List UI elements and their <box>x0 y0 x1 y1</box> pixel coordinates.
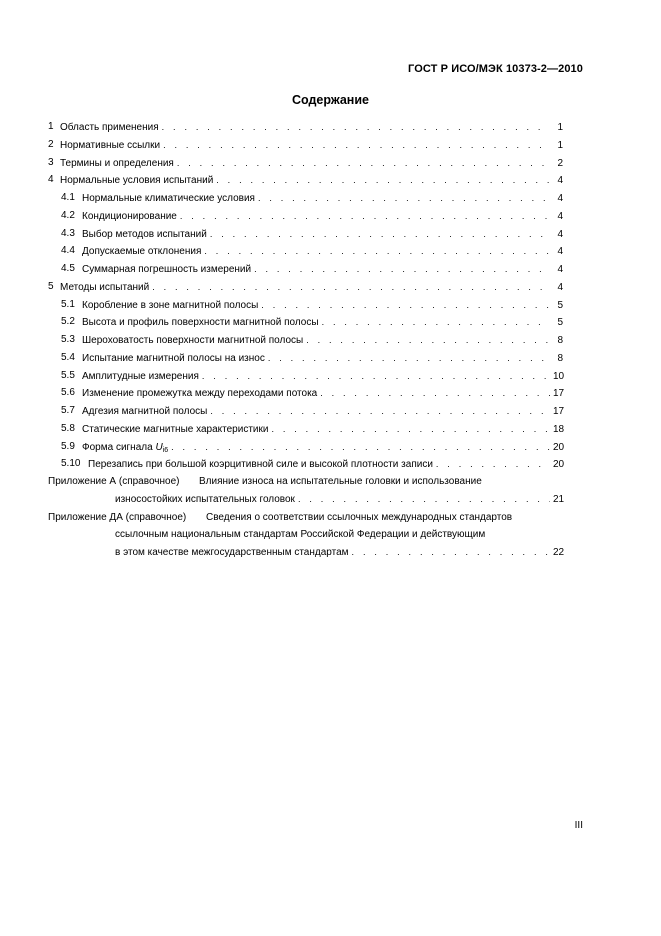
dot-leader <box>210 226 550 242</box>
toc-entry[interactable] <box>0 332 661 348</box>
toc-entry-title-text: Высота и профиль поверхности магнитной полосы <box>82 317 319 329</box>
toc-entry-number: 5.9 <box>61 440 75 452</box>
toc-entry-title-text: Нормативные ссылки <box>60 139 161 151</box>
toc-entry-number: 5.7 <box>61 405 75 416</box>
toc-entry[interactable] <box>0 172 661 188</box>
toc-entry-title-text: Нормальные условия испытаний <box>60 175 214 187</box>
dot-leader <box>254 261 550 277</box>
toc-entry-title-text: Суммарная погрешность измерений <box>82 264 252 275</box>
toc-entry-title <box>82 209 177 225</box>
dot-leader <box>436 456 550 472</box>
toc-entry-title-text: Адгезия магнитной полосы <box>82 406 208 417</box>
toc-entry-number: 4.2 <box>61 209 75 221</box>
toc-entry[interactable] <box>0 190 661 206</box>
dot-leader <box>268 350 550 366</box>
toc-entry[interactable] <box>0 279 661 295</box>
toc-entry[interactable] <box>0 385 661 401</box>
appendix-page: 22 <box>553 547 565 558</box>
toc-entry-number: 5 <box>48 280 54 292</box>
toc-entry-title <box>60 138 160 154</box>
toc-entry-title <box>82 386 317 402</box>
toc-entry-page: 17 <box>553 388 565 400</box>
page-title: Содержание <box>291 93 369 107</box>
toc-entry-page: 20 <box>553 441 565 453</box>
toc-entry-page: 8 <box>557 335 563 346</box>
toc-entry-page: 4 <box>557 246 563 258</box>
toc-entry-title <box>82 315 319 331</box>
toc-entry[interactable] <box>0 226 661 242</box>
dot-leader <box>271 421 550 437</box>
dot-leader <box>162 119 550 135</box>
dot-leader <box>204 243 550 259</box>
toc-entry-title-text: Выбор методов испытаний <box>82 228 207 240</box>
dot-leader <box>261 297 550 313</box>
toc-entry-title <box>82 244 201 260</box>
dot-leader <box>306 332 550 348</box>
toc-entry-title-text: Область применения <box>60 122 159 133</box>
dot-leader <box>320 385 550 401</box>
toc-entry-page: 4 <box>557 193 563 204</box>
toc-entry-page: 8 <box>557 352 563 364</box>
toc-entry-number: 4.4 <box>61 245 75 257</box>
appendix-da-title-line1: Сведения о соответствии ссылочных международных стандартов <box>206 512 513 523</box>
appendix-a-entry[interactable] <box>115 491 563 507</box>
toc-entry-page: 4 <box>557 210 563 222</box>
appendix-da-label: Приложение ДА (справочное) <box>48 512 187 523</box>
appendix-da-entry[interactable] <box>115 544 563 560</box>
toc-entry-title-text: Статические магнитные характеристики <box>82 423 269 435</box>
toc-entry-number: 5.8 <box>61 422 75 434</box>
toc-entry-number: 4.5 <box>61 263 75 274</box>
toc-entry-page: 4 <box>557 228 563 240</box>
toc-entry-number: 2 <box>48 138 54 150</box>
toc-entry-title-text: Допускаемые отклонения <box>82 246 202 258</box>
toc-entry-number: 5.4 <box>61 351 75 363</box>
toc-entry[interactable] <box>0 439 661 455</box>
toc-entry-page: 17 <box>553 406 565 417</box>
toc-entry-title <box>82 191 255 207</box>
toc-entry-number: 4 <box>48 174 54 186</box>
toc-entry-title-text: Термины и определения <box>60 157 174 169</box>
toc-entry[interactable] <box>0 403 661 419</box>
standard-header: ГОСТ Р ИСО/МЭК 10373-2—2010 <box>408 63 583 75</box>
appendix-title-line: износостойких испытательных головок <box>115 494 295 505</box>
toc-entry-title-text: Испытание магнитной полосы на износ <box>82 352 265 364</box>
dot-leader <box>216 172 550 188</box>
toc-entry[interactable] <box>0 350 661 366</box>
toc-entry-title <box>82 262 251 278</box>
toc-entry[interactable] <box>0 137 661 153</box>
dot-leader <box>352 544 550 560</box>
toc-entry-page: 4 <box>557 175 563 187</box>
dot-leader <box>322 314 550 330</box>
toc-entry-number: 4.3 <box>61 227 75 239</box>
toc-entry-title-text: Коробление в зоне магнитной полосы <box>82 299 259 311</box>
appendix-title-line: в этом качестве межгосударственным стандартам <box>115 547 349 558</box>
toc-entry-title <box>60 156 174 172</box>
toc-entry-number: 5.1 <box>61 298 75 310</box>
toc-entry-title <box>82 298 258 314</box>
toc-entry[interactable] <box>0 208 661 224</box>
toc-entry[interactable] <box>0 261 661 277</box>
dot-leader <box>298 491 550 507</box>
toc-entry[interactable] <box>0 368 661 384</box>
toc-entry-title <box>82 227 207 243</box>
dot-leader <box>258 190 550 206</box>
appendix-da-title-line2: ссылочным национальным стандартам Российской Федерации и действующим <box>115 529 486 540</box>
toc-entry[interactable] <box>0 456 661 472</box>
toc-entry-number: 5.2 <box>61 316 75 328</box>
toc-entry-title-text: Амплитудные измерения <box>82 370 199 382</box>
toc-entry-page: 1 <box>557 122 563 133</box>
toc-entry[interactable] <box>0 243 661 259</box>
toc-entry-page: 5 <box>557 299 563 311</box>
toc-entry[interactable] <box>0 297 661 313</box>
toc-entry-number: 3 <box>48 156 54 168</box>
signal-symbol-subscript: i6 <box>162 446 169 454</box>
toc-entry-title-text: Перезапись при большой коэрцитивной силе и высокой плотности записи <box>88 459 433 471</box>
signal-symbol: U <box>155 441 163 453</box>
toc-entry-page: 18 <box>553 423 565 435</box>
toc-entry-title <box>88 457 433 473</box>
toc-entry-page: 4 <box>557 264 563 275</box>
toc-entry-title-text: Форма сигнала <box>82 441 153 453</box>
toc-entry-title <box>60 120 159 136</box>
toc-entry-title-text: Методы испытаний <box>60 281 150 293</box>
dot-leader <box>210 403 550 419</box>
toc-entry-page: 10 <box>553 370 565 382</box>
toc-entry[interactable] <box>0 314 661 330</box>
page-number: III <box>574 820 583 831</box>
appendix-a-label: Приложение А (справочное) <box>48 476 180 487</box>
toc-entry-number: 5.10 <box>61 458 81 470</box>
dot-leader <box>180 208 550 224</box>
toc-entry-page: 20 <box>553 459 565 471</box>
toc-entry-title <box>82 422 268 438</box>
toc-entry-number: 5.6 <box>61 387 75 399</box>
toc-entry-title-text: Кондиционирование <box>82 210 177 222</box>
toc-entry[interactable] <box>0 119 661 135</box>
dot-leader <box>163 137 550 153</box>
toc-entry-page: 5 <box>557 317 563 329</box>
toc-entry-page: 4 <box>557 281 563 293</box>
toc-entry-title-text: Нормальные климатические условия <box>82 193 255 204</box>
toc-entry-title <box>60 173 213 189</box>
toc-entry-page: 2 <box>557 157 563 169</box>
appendix-a-title-line1: Влияние износа на испытательные головки и использование <box>199 476 482 487</box>
toc-entry-title <box>60 280 149 296</box>
toc-entry-number: 5.5 <box>61 369 75 381</box>
toc-entry-title <box>82 351 265 367</box>
dot-leader <box>177 155 550 171</box>
toc-entry-title <box>82 404 207 420</box>
dot-leader <box>152 279 550 295</box>
toc-entry[interactable] <box>0 421 661 437</box>
dot-leader <box>171 439 550 455</box>
toc-entry-title <box>82 369 199 385</box>
toc-entry-title-text: Шероховатость поверхности магнитной полосы <box>82 335 304 346</box>
toc-entry[interactable] <box>0 155 661 171</box>
toc-entry-number: 1 <box>48 121 54 132</box>
toc-entry-title-text: Изменение промежутка между переходами потока <box>82 388 318 400</box>
toc-entry-page: 1 <box>557 139 563 151</box>
toc-entry-number: 5.3 <box>61 334 75 345</box>
appendix-page: 21 <box>553 494 565 505</box>
toc-entry-title <box>82 333 303 349</box>
toc-entry-number: 4.1 <box>61 192 75 203</box>
dot-leader <box>202 368 550 384</box>
